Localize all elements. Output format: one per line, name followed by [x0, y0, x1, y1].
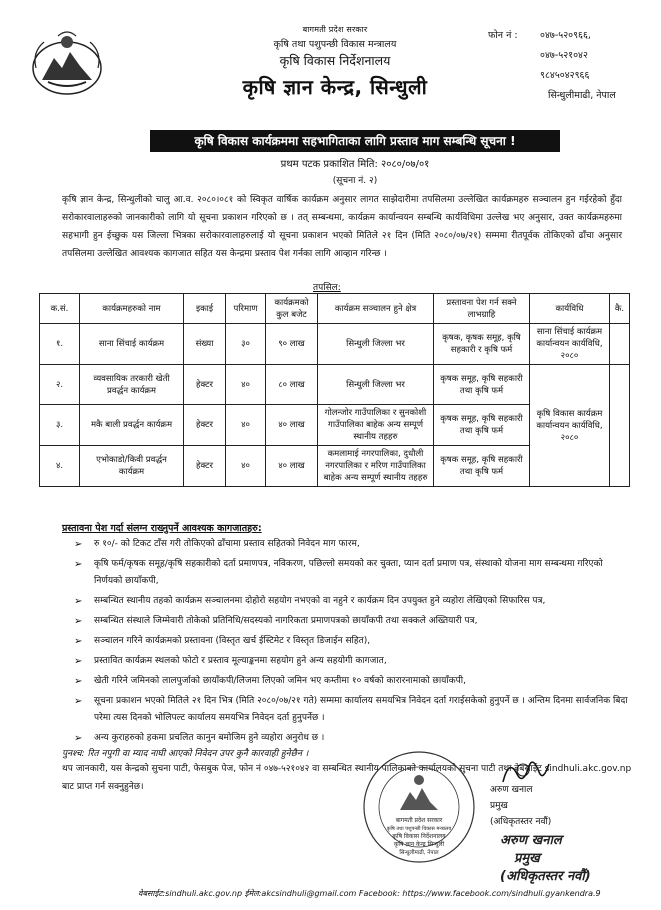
cell-qty: ४०	[226, 405, 266, 446]
program-table	[39, 293, 630, 487]
cell-eligible: कृषक समूह, कृषि सहकारी तथा कृषि फर्म	[434, 365, 530, 405]
cell-area: कमलामाई नगरपालिका, दुधौली नगरपालिका र मरिण गाउँपालिका बाहेक अन्य सम्पूर्ण स्थानीय तहहरु	[318, 446, 434, 487]
notice-body-paragraph: कृषि ज्ञान केन्द्र, सिन्धुलीको चालु आ.व. २०८०।०८१ को स्विकृत वार्षिक कार्यक्रम अनुसार लागत साझेदारीमा तपसिलमा उल्लेखित कार्यक्रमहरु सञ्चालन हुन गईरहेको हुँदा सरोकारवालाहरुको जानकारीको लागि यो सूचना प्रकाशन गरिएको छ । तत् सम्बन्धमा, कार्यक्रम कार्यान्वयन सम्बन्धि कार्यविधिमा उल्लेख भए अनुसार, उक्त कार्यक्रमहरुमा सहभागी हुन ईच्छुक यस जिल्ला भित्रका सरोकारवालाहरुलाई यो सूचना प्रकाशन भएको मितिले २१ दिन (मिति २०८०/०७/२१) सम्ममा रीतपूर्वक तोकिएको ढाँचा अनुसार तपसिलमा उल्लेखित आवश्यक कागजात सहित यस केन्द्रमा प्रस्ताव पेश गर्नका लागि आव्हान गरिन्छ ।	[62, 195, 622, 259]
table-header-row	[40, 294, 630, 324]
seal-line: कृषि ज्ञान केन्द्र सिन्धुली	[393, 841, 445, 848]
seal-line: बागमती प्रदेश सरकार	[395, 817, 443, 824]
cell-sn: ४.	[40, 446, 80, 487]
col-header-remarks: कै.	[610, 294, 630, 324]
arrow-bullet-icon: ➢	[74, 636, 83, 647]
list-item	[74, 536, 630, 553]
cell-eligible: कृषक, कृषक समूह, कृषि सहकारी र कृषि फर्म	[434, 324, 530, 365]
requirements-title: प्रस्तावना पेश गर्दा संलग्न राख्नुपर्ने आवश्यक कागजातहरु:	[62, 523, 262, 534]
requirement-text: खेती गरिने जमिनको लालपुर्जाको छायाँकपी/लिजमा लिएको जमिन भए कम्तीमा १० वर्षको कारारनामाको छायाँकपी,	[94, 676, 466, 686]
list-item	[74, 693, 630, 727]
notice-title-banner: कृषि विकास कार्यक्रममा सहभागिताका लागि प्रस्ताव माग सम्बन्धि सूचना !	[150, 130, 560, 152]
office-seal	[360, 748, 478, 866]
cell-unit: संख्या	[184, 324, 226, 365]
cell-qty: ४०	[226, 365, 266, 405]
phone-3: ९८४५०४२९६६	[540, 70, 590, 81]
requirement-text: सम्बन्धित स्थानीय तहको कार्यक्रम सञ्चालनमा दोहोरो सहयोग नभएको वा नहुने र कार्यक्रम दिन उपयुक्त हुने व्यहोरा लेखिएको सिफारिस पत्र,	[94, 596, 546, 606]
col-header-sn: क.सं.	[40, 294, 80, 324]
requirement-text: सूचना प्रकाशन भएको मितिले २१ दिन भित्र (मिति २०८०/०७/२१ गते) सम्ममा कार्यालय समयभित्र निवेदन दर्ता गराईसकेको हुनुपर्ने छ । अन्तिम दिनमा सार्वजनिक बिदा परेमा त्यस दिनको भोलिपल्ट कार्यालय समयभित्र निवेदन दर्ता हुनुपर्नेछ ।	[94, 696, 628, 723]
col-header-budget: कार्यक्रमको कुल बजेट	[266, 294, 318, 324]
cell-area: गोलन्जोर गाउँपालिका र सुनकोशी गाउँपालिका बाहेक अन्य सम्पूर्ण स्थानीय तहहरु	[318, 405, 434, 446]
requirements-list	[74, 536, 630, 750]
list-item	[74, 730, 630, 747]
province-govt: बागमती प्रदेश सरकार	[302, 25, 368, 34]
arrow-bullet-icon: ➢	[74, 539, 83, 550]
list-item	[74, 593, 630, 610]
requirement-text: प्रस्तावित कार्यक्रम स्थलको फोटो र प्रस्ताव मूल्याङ्कनमा सहयोग हुने अन्य सहयोगी कागजात,	[94, 656, 387, 666]
cell-sn: २.	[40, 365, 80, 405]
more-info: थप जानकारी, यस केन्द्रको सुचना पाटी, फेसबुक पेज, फोन नं ०४७-५२१०४२ वा सम्बन्धित स्थानीय पालिकाको कार्यालयको सुचना पाटी तथा वेबसाईट sindhuli.akc.gov.np बाट प्राप्त गर्न सक्नुहुनेछ।	[62, 764, 632, 792]
arrow-bullet-icon: ➢	[74, 656, 83, 667]
cell-procedure: साना सिंचाई कार्यक्रम कार्यान्वयन कार्यविधि, २०८०	[530, 324, 610, 365]
office-name: कृषि ज्ञान केन्द्र, सिन्धुली	[242, 75, 428, 99]
stamp-name: अरुण खनाल	[500, 833, 562, 848]
stamp-rank: (अधिकृतस्तर नवौं)	[500, 869, 591, 884]
col-header-qty: परिमाण	[226, 294, 266, 324]
cell-qty: ३०	[226, 324, 266, 365]
seal-line: सिन्धुलीमाढी, नेपाल	[399, 850, 439, 856]
arrow-bullet-icon: ➢	[74, 676, 83, 687]
list-item	[74, 613, 630, 630]
signatory-block	[490, 782, 551, 830]
ministry-name: कृषि तथा पशुपन्छी विकास मन्त्रालय	[273, 39, 397, 50]
stamp-title: प्रमुख	[514, 851, 540, 866]
phone-2: ०४७-५२१०४२	[540, 50, 588, 61]
cell-unit: हेक्टर	[184, 446, 226, 487]
cell-unit: हेक्टर	[184, 365, 226, 405]
col-header-area: कार्यक्रम सञ्चालन हुने क्षेत्र	[318, 294, 434, 324]
signatory-title: प्रमुख	[490, 801, 508, 811]
requirement-text: सम्बन्धित संस्थाले जिम्मेवारी तोकेको प्रतिनिधि/सदस्यको नागरिकता प्रमाणपत्रको छायाँकपी तथा सक्कले अख्तियारी पत्र,	[94, 616, 478, 626]
seal-line: कृषि विकास निर्देशनालय	[392, 833, 446, 840]
arrow-bullet-icon: ➢	[74, 696, 83, 707]
cell-area: सिन्धुली जिल्ला भर	[318, 324, 434, 365]
col-header-procedure: कार्यविधि	[530, 294, 610, 324]
requirement-text: कृषि फर्म/कृषक समूह/कृषि सहकारीको दर्ता प्रमाणपत्र, नविकरण, पछिल्लो समयको कर चुक्ता, प्यान दर्ता प्रमाण पत्र, संस्थाको योजना माग सम्बन्धमा गरिएको निर्णयको छायाँकपी,	[94, 559, 603, 586]
col-header-eligible: प्रस्तावना पेश गर्न सक्ने लाभग्राहि	[434, 294, 530, 324]
cell-name: साना सिंचाई कार्यक्रम	[80, 324, 184, 365]
requirement-text: रु १०/- को टिकट टाँस गरी तोकिएको ढाँचामा प्रस्ताव सहितको निवेदन माग फारम,	[94, 539, 360, 549]
phone-1: ०४७-५२०९६६,	[540, 30, 591, 41]
arrow-bullet-icon: ➢	[74, 733, 83, 744]
cell-unit: हेक्टर	[184, 405, 226, 446]
name-stamp	[500, 832, 591, 886]
signatory-name: अरुण खनाल	[490, 785, 533, 795]
arrow-bullet-icon: ➢	[74, 616, 83, 627]
phone-label: फोन नं :	[488, 30, 518, 41]
col-header-name: कार्यक्रमहरुको नाम	[80, 294, 184, 324]
address: सिन्धुलीमाढी, नेपाल	[548, 90, 616, 101]
table-caption: तपसिल:	[313, 283, 341, 293]
cell-budget: ८० लाख	[266, 365, 318, 405]
col-header-unit: इकाई	[184, 294, 226, 324]
postscript-note: पुनश्च: रित नपुगी वा म्याद नाघी आएको निवेदन उपर कुनै कारवाही हुनेछैन ।	[62, 749, 309, 759]
publish-date: प्रथम पटक प्रकाशित मिति: २०८०/०७/०१	[280, 159, 430, 170]
nepal-emblem-logo	[28, 28, 106, 98]
cell-budget: ४० लाख	[266, 405, 318, 446]
table-row	[40, 324, 630, 365]
contact-info	[488, 26, 653, 106]
cell-name: एभोकाडो/किवी प्रवर्द्धन कार्यक्रम	[80, 446, 184, 487]
list-item	[74, 673, 630, 690]
list-item	[74, 556, 630, 590]
cell-sn: ३.	[40, 405, 80, 446]
requirement-text: अन्य कुराहरुको हकमा प्रचलित कानुन बमोजिम हुने व्यहोरा अनुरोध छ ।	[94, 733, 325, 743]
cell-eligible: कृषक समूह, कृषि सहकारी तथा कृषि फर्म	[434, 446, 530, 487]
arrow-bullet-icon: ➢	[74, 596, 83, 607]
cell-name: मकै बाली प्रवर्द्धन कार्यक्रम	[80, 405, 184, 446]
list-item	[74, 653, 630, 670]
footer-contact: वेबसाईट:sindhuli.akc.gov.np ईमेल:akcsindhuli@gmail.com Facebook: https://www.facebook.com/sindhuli.gyankendra.9	[138, 889, 601, 898]
notice-number: (सूचना नं. २)	[332, 176, 378, 186]
signatory-rank: (अधिकृतस्तर नवौं)	[490, 817, 552, 827]
cell-budget: ९० लाख	[266, 324, 318, 365]
cell-eligible: कृषक समूह, कृषि सहकारी तथा कृषि फर्म	[434, 405, 530, 446]
cell-sn: १.	[40, 324, 80, 365]
directorate-name: कृषि विकास निर्देशनालय	[279, 53, 391, 68]
list-item	[74, 633, 630, 650]
seal-line: कृषि तथा पशुपन्छी विकास मन्त्रालय	[386, 826, 452, 832]
cell-budget: ४० लाख	[266, 446, 318, 487]
cell-qty: ४०	[226, 446, 266, 487]
arrow-bullet-icon: ➢	[74, 559, 83, 570]
requirement-text: सञ्चालन गरिने कार्यक्रमको प्रस्तावना (विस्तृत खर्च ईस्टिमेट र विस्तृत डिजाईन सहित),	[94, 636, 371, 646]
table-row	[40, 365, 630, 405]
cell-procedure: कृषि विकास कार्यक्रम कार्यान्वयन कार्यविधि, २०८०	[530, 365, 610, 487]
cell-remarks	[610, 365, 630, 487]
letterhead	[150, 24, 520, 100]
cell-name: व्यवसायिक तरकारी खेती प्रवर्द्धन कार्यक्रम	[80, 365, 184, 405]
cell-remarks	[610, 324, 630, 365]
cell-area: सिन्धुली जिल्ला भर	[318, 365, 434, 405]
